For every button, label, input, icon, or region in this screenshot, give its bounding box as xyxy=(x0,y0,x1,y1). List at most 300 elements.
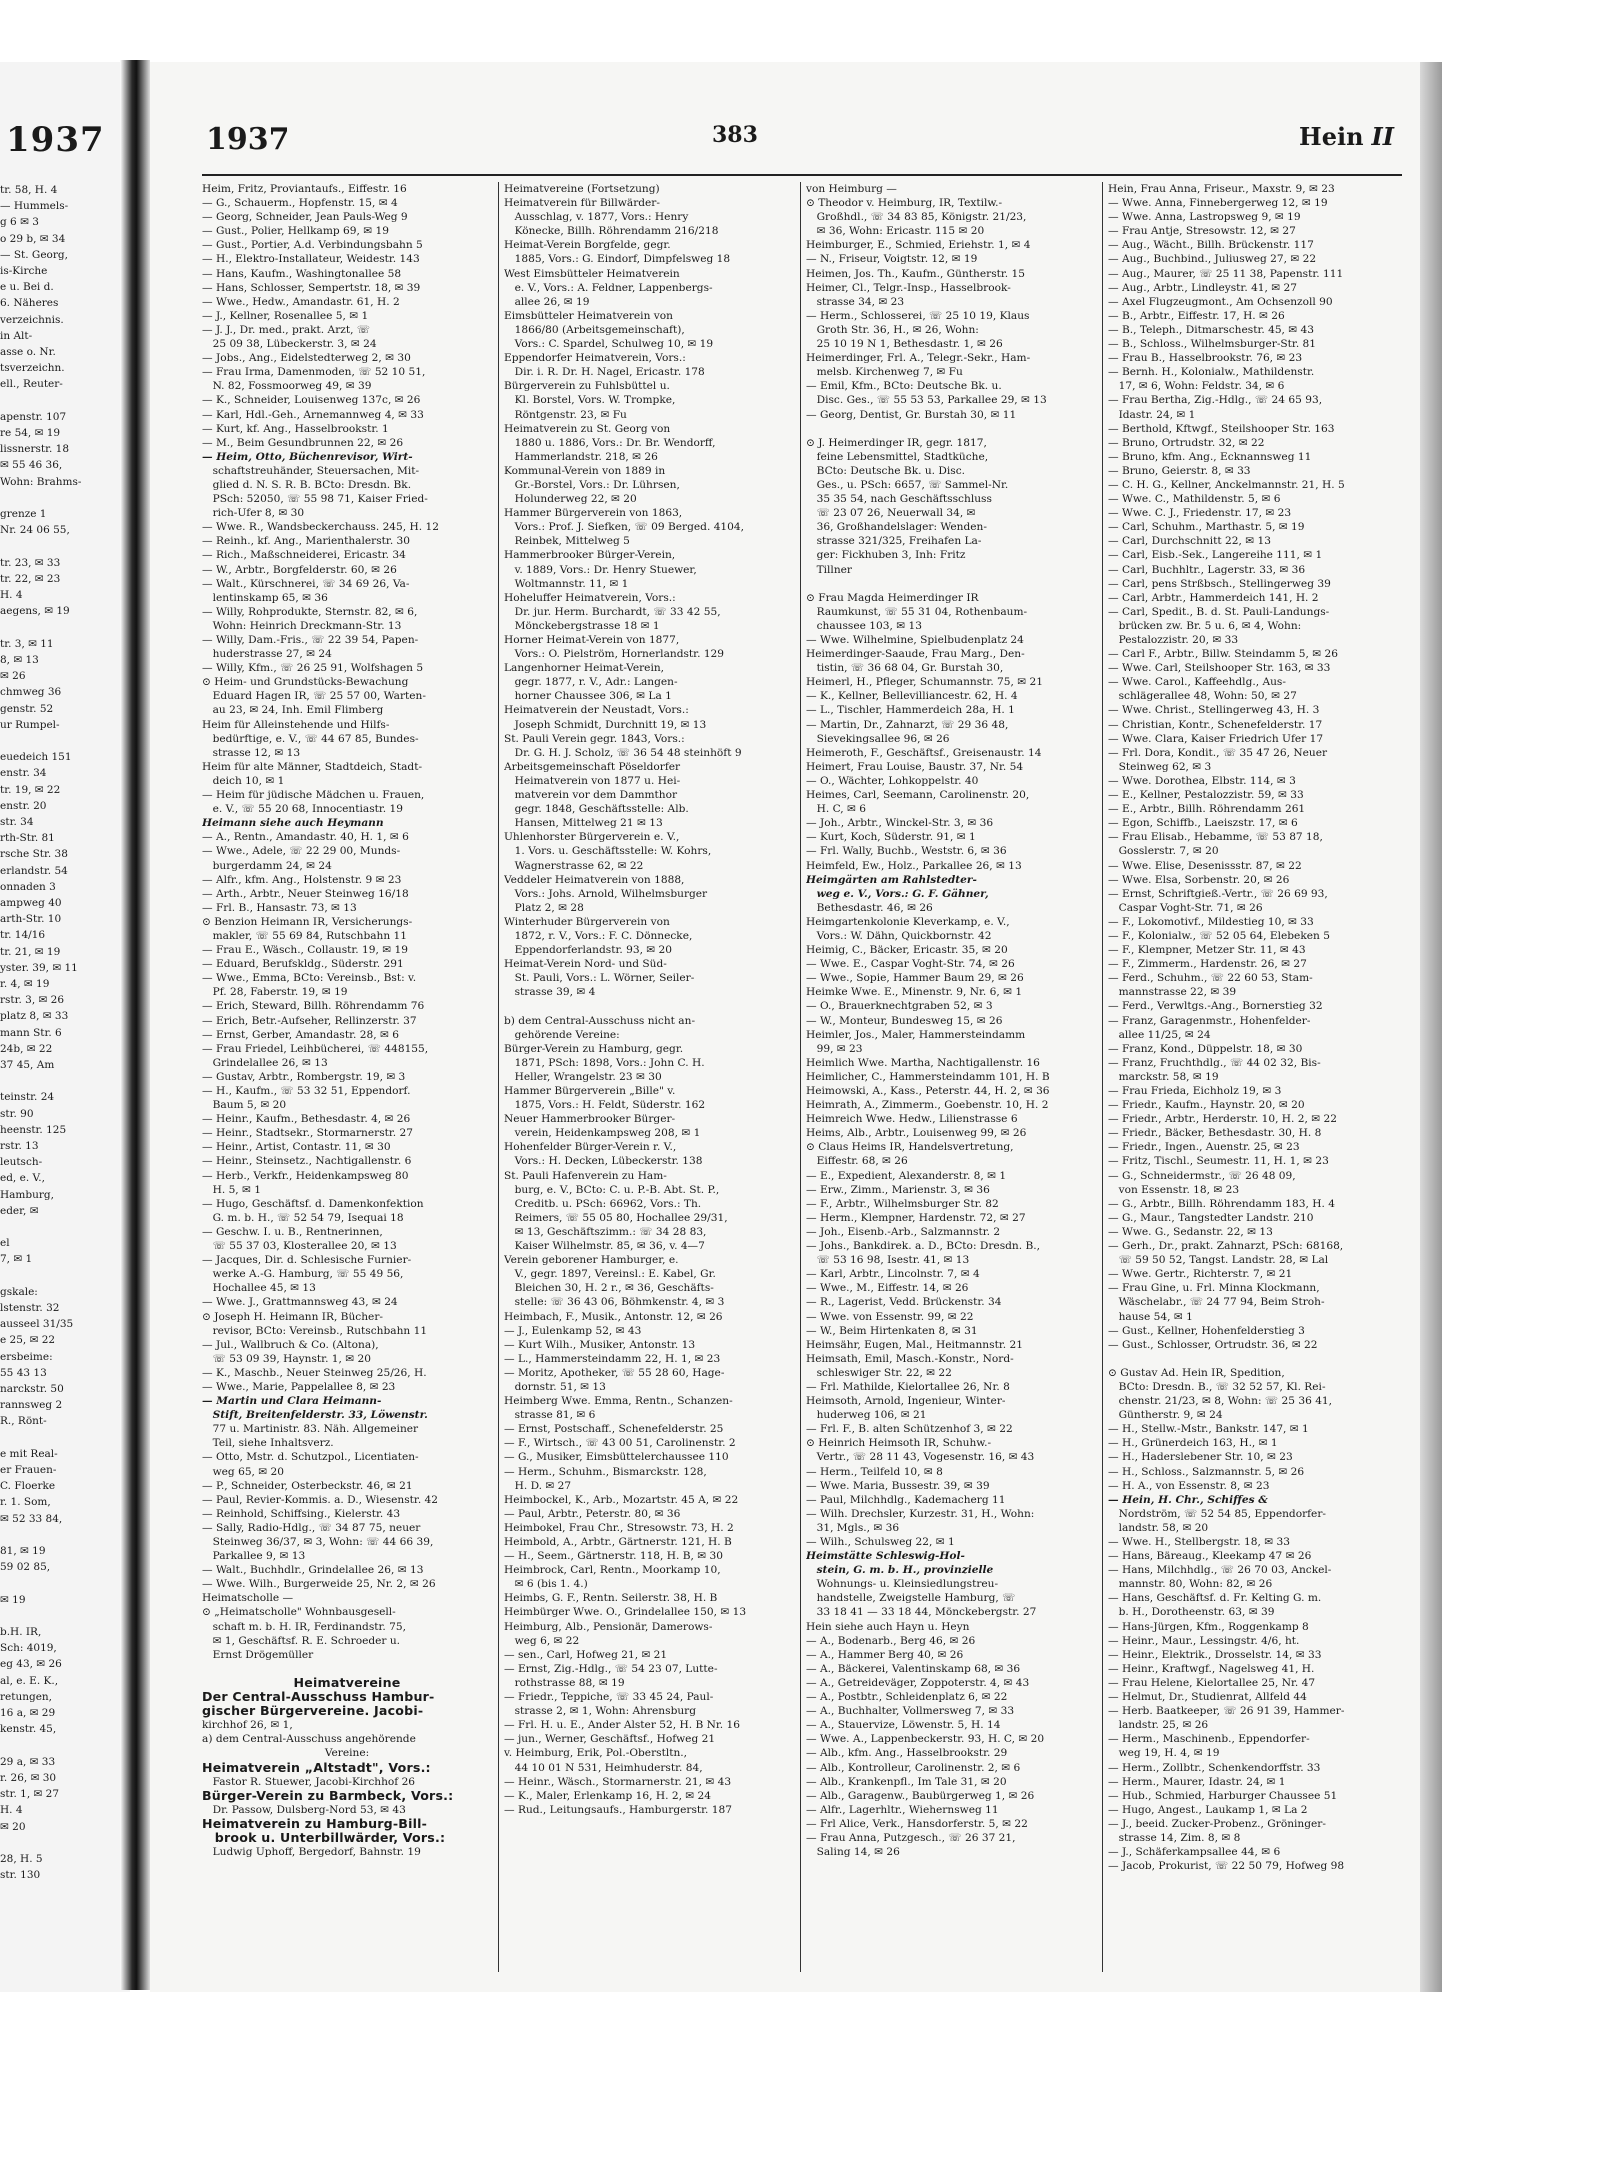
left-page-line: str. 90 xyxy=(0,1107,34,1120)
left-page-line xyxy=(0,1527,126,1543)
left-page-line xyxy=(0,1835,126,1851)
directory-entry-line: — Heinr., Stadtsekr., Stormarnerstr. 27 xyxy=(202,1127,414,1140)
directory-entry-line: — Heinr., Artist, Contastr. 11, ✉ 30 xyxy=(202,1141,391,1154)
left-page-line: grenze 1 xyxy=(0,508,47,521)
directory-entry-line: schlägerallee 48, Wohn: 50, ✉ 27 xyxy=(1108,690,1297,703)
directory-entry-line: Steinweg 36/37, ✉ 3, Wohn: ☏ 44 66 39, xyxy=(202,1536,434,1548)
left-page-line: lissnerstr. 18 xyxy=(0,443,69,456)
directory-entry-line: — Frl. F., B. alten Schützenhof 3, ✉ 22 xyxy=(806,1423,1013,1436)
directory-entry-line: Heimbockel, K., Arb., Mozartstr. 45 A, ✉ 22 xyxy=(504,1493,739,1506)
directory-entry-line: lentinskamp 65, ✉ 36 xyxy=(202,591,328,604)
directory-entry-line: Heimann siehe auch Heymann xyxy=(202,817,384,830)
directory-entry-line: Heimerl, H., Pfleger, Schumannstr. 75, ✉ 21 xyxy=(806,676,1043,689)
directory-entry-line: — Bruno, Geierstr. 8, ✉ 33 xyxy=(1108,464,1251,477)
directory-entry-line: — Alb., Garagenw., Baubürgerweg 1, ✉ 26 xyxy=(806,1789,1035,1802)
directory-entry-line: St. Pauli, Vors.: L. Wörner, Seiler- xyxy=(504,972,695,985)
directory-entry-line: Pestalozzistr. 20, ✉ 33 xyxy=(1108,634,1239,646)
directory-entry-line: 35 35 54, nach Geschäftsschluss xyxy=(806,493,992,506)
left-page-line: retungen, xyxy=(0,1690,53,1703)
left-page-line: tr. 22, ✉ 23 xyxy=(0,572,61,585)
directory-entry-line: — A., Stauervize, Löwenstr. 5, H. 14 xyxy=(806,1719,1001,1732)
directory-entry-line: stein, G. m. b. H., provinzielle xyxy=(806,1564,994,1577)
left-page-line: str. 1, ✉ 27 xyxy=(0,1788,60,1801)
left-page-line: e u. Bei d. xyxy=(0,281,54,294)
directory-entry-line: Gosslerstr. 7, ✉ 20 xyxy=(1108,845,1219,858)
directory-entry-line: 36, Großhandelslager: Wenden- xyxy=(806,521,987,534)
directory-entry-line: — Friedr., Ingen., Auenstr. 25, ✉ 23 xyxy=(1108,1141,1300,1154)
directory-entry-line: — A., Postbtr., Schleidenplatz 6, ✉ 22 xyxy=(806,1691,1008,1704)
directory-entry-line: Bleichen 30, H. 2 r., ✉ 36, Geschäfts- xyxy=(504,1282,714,1295)
left-page-line: Nr. 24 06 55, xyxy=(0,524,70,537)
directory-entry-line: 25 09 38, Lübeckerstr. 3, ✉ 24 xyxy=(202,338,377,351)
directory-entry-line: — B., Arbtr., Eiffestr. 17, H. ✉ 26 xyxy=(1108,309,1285,322)
directory-entry-line: Güntherstr. 9, ✉ 24 xyxy=(1108,1409,1223,1422)
directory-entry-line: — Wwe. Wilh., Burgerweide 25, Nr. 2, ✉ 26 xyxy=(202,1578,436,1591)
directory-entry-line: Heimatverein zu St. Georg von xyxy=(504,422,671,435)
directory-entry-line: — Kurt, kf. Ang., Hasselbrookstr. 1 xyxy=(202,422,389,435)
directory-entry-line: Veddeler Heimatverein von 1888, xyxy=(504,873,685,886)
directory-entry-line: chenstr. 21/23, ✉ 8, Wohn: ☏ 25 36 41, xyxy=(1108,1395,1333,1408)
directory-entry-line: Heimlich Wwe. Martha, Nachtigallenstr. 16 xyxy=(806,1056,1040,1069)
directory-entry-line: Heimat-Verein Nord- und Süd- xyxy=(504,958,667,971)
directory-entry-line: — Franz, Garagenmstr., Hohenfelder- xyxy=(1108,1014,1311,1027)
directory-entry-line: — Herm., Maurer, Idastr. 24, ✉ 1 xyxy=(1108,1775,1286,1788)
directory-entry-line: Heimler, Jos., Maler, Hammersteindamm xyxy=(806,1028,1026,1041)
directory-entry-line: huderstrasse 27, ✉ 24 xyxy=(202,648,332,661)
directory-entry-line: — Frl. Mathilde, Kielortallee 26, Nr. 8 xyxy=(806,1380,1010,1393)
directory-entry-line: — Martin und Clara Heimann- xyxy=(202,1395,382,1408)
directory-entry-line: Vors.: H. Decken, Lübeckerstr. 138 xyxy=(504,1155,703,1168)
directory-entry-line: Gr.-Borstel, Vors.: Dr. Lührsen, xyxy=(504,478,680,491)
directory-entry-line: — Wwe. Clara, Kaiser Friedrich Ufer 17 xyxy=(1108,732,1324,745)
directory-entry-line: BCto: Deutsche Bk. u. Disc. xyxy=(806,464,966,477)
directory-entry-line: v. 1889, Vors.: Dr. Henry Stuewer, xyxy=(504,563,697,576)
page-edge xyxy=(1420,62,1442,1992)
left-page-line: ✉ 52 33 84, xyxy=(0,1512,63,1525)
directory-entry-line: — Gustav, Arbtr., Rombergstr. 19, ✉ 3 xyxy=(202,1070,406,1083)
directory-entry-line: Kaiser Wilhelmstr. 85, ✉ 36, v. 4—7 xyxy=(504,1240,705,1253)
directory-entry-line: — Karl, Hdl.-Geh., Arnemannweg 4, ✉ 33 xyxy=(202,408,424,421)
directory-entry-line: — Hub., Schmied, Harburger Chaussee 51 xyxy=(1108,1789,1338,1802)
directory-entry-line: Wohn: Heinrich Dreckmann-Str. 13 xyxy=(202,619,402,632)
running-head xyxy=(1299,122,1394,162)
left-page-line: ersbeime: xyxy=(0,1350,53,1363)
directory-entry-line: Heimrath, A., Zimmerm., Goebenstr. 10, H. 2 xyxy=(806,1099,1049,1112)
directory-entry-line: 1885, Vors.: G. Eindorf, Dimpfelsweg 18 xyxy=(504,253,731,266)
left-page-line: 7, ✉ 1 xyxy=(0,1253,33,1266)
directory-entry-line: — O., Wächter, Lohkoppelstr. 40 xyxy=(806,774,979,787)
directory-entry-line: — H., Schloss., Salzmannstr. 5, ✉ 26 xyxy=(1108,1465,1305,1478)
directory-entry-line: — Gust., Portier, A.d. Verbindungsbahn 5 xyxy=(202,239,423,252)
directory-entry-line: Heimatverein zu Hamburg-Bill- xyxy=(202,1816,428,1831)
directory-entry-line: Heller, Wrangelstr. 23 ✉ 30 xyxy=(504,1070,662,1083)
directory-entry-line: — Alb., Kontrolleur, Carolinenstr. 2, ✉ 6 xyxy=(806,1761,1021,1774)
left-page-line: aegens, ✉ 19 xyxy=(0,605,70,618)
left-page-line: 6. Näheres xyxy=(0,297,59,310)
directory-entry-line: — Moritz, Apotheker, ☏ 55 28 60, Hage- xyxy=(504,1366,725,1379)
directory-entry-line: — Erich, Steward, Billh. Röhrendamm 76 xyxy=(202,1000,425,1013)
directory-entry-line: — F., Wirtsch., ☏ 43 00 51, Carolinenstr. 2 xyxy=(504,1437,736,1450)
directory-entry-line: — Herb., Verkfr., Heidenkampsweg 80 xyxy=(202,1169,409,1182)
directory-entry-line: ⊙ Gustav Ad. Hein IR, Spedition, xyxy=(1108,1366,1285,1379)
directory-entry-line: — B., Schloss., Wilhelmsburger-Str. 81 xyxy=(1108,338,1317,351)
directory-entry-line: — Alb., Krankenpfl., Im Tale 31, ✉ 20 xyxy=(806,1775,1007,1788)
directory-entry-line: West Eimsbütteler Heimatverein xyxy=(504,267,680,280)
directory-entry-line: Vertr., ☏ 28 11 43, Vogesenstr. 16, ✉ 43 xyxy=(806,1451,1035,1464)
directory-entry-line: Hohenfelder Bürger-Verein r. V., xyxy=(504,1141,677,1154)
left-page-line: 37 45, Am xyxy=(0,1058,55,1071)
directory-entry-line: b. H., Dorotheenstr. 63, ✉ 39 xyxy=(1108,1606,1275,1619)
directory-entry-line: — Jacques, Dir. d. Schlesische Furnier- xyxy=(202,1254,412,1267)
directory-entry-line: — H. A., von Essenstr. 8, ✉ 23 xyxy=(1108,1479,1270,1492)
left-page-line: e mit Real- xyxy=(0,1447,58,1460)
directory-entry-line: rothstrasse 88, ✉ 19 xyxy=(504,1676,625,1689)
left-page-line: 16 a, ✉ 29 xyxy=(0,1707,56,1720)
directory-entry-line: — Christian, Kontr., Schenefelderstr. 17 xyxy=(1108,718,1323,731)
left-page-line: rstr. 13 xyxy=(0,1139,39,1152)
directory-entry-line: — Paul, Milchhdlg., Kademacherg 11 xyxy=(806,1493,1006,1506)
directory-entry-line: H. C, ✉ 6 xyxy=(806,803,867,816)
directory-entry-line: Dr. G. H. J. Scholz, ☏ 36 54 48 steinhöft 9 xyxy=(504,746,742,759)
left-page-line: C. Floerke xyxy=(0,1480,56,1493)
directory-entry-line: — Hugo, Geschäftsf. d. Damenkonfektion xyxy=(202,1197,424,1210)
directory-entry-line: — Aug., Arbtr., Lindleystr. 41, ✉ 27 xyxy=(1108,281,1298,294)
directory-entry-line: — N., Friseur, Voigtstr. 12, ✉ 19 xyxy=(806,253,978,266)
directory-entry-line: Vors.: W. Dähn, Quickbornstr. 42 xyxy=(806,929,992,942)
directory-entry-line: — Wwe. E., Caspar Voght-Str. 74, ✉ 26 xyxy=(806,958,1015,971)
directory-entry-line: Creditb. u. PSch: 66962, Vors.: Th. xyxy=(504,1197,702,1210)
directory-entry-line: Heims, Alb., Arbtr., Louisenweg 99, ✉ 26 xyxy=(806,1127,1027,1140)
left-page-line: tr. 14/16 xyxy=(0,929,46,942)
left-page-line: Hamburg, xyxy=(0,1188,54,1201)
directory-entry-line: — W., Beim Hirtenkaten 8, ✉ 31 xyxy=(806,1324,978,1337)
directory-entry-line: ⊙ Frau Magda Heimerdinger IR xyxy=(806,591,979,604)
left-page-line xyxy=(0,733,126,749)
directory-entry-line: Teil, siehe Inhaltsverz. xyxy=(202,1437,334,1450)
left-page-line: verzeichnis. xyxy=(0,313,64,326)
directory-entry-line: ⊙ Heim- und Grundstücks-Bewachung xyxy=(202,676,409,689)
directory-entry-line: — Erich, Betr.-Aufseher, Rellinzerstr. 37 xyxy=(202,1014,417,1027)
directory-entry-line: — W., Arbtr., Borgfelderstr. 60, ✉ 26 xyxy=(202,563,397,576)
directory-entry-line: 99, ✉ 23 xyxy=(806,1042,863,1055)
directory-entry-line: — Paul, Arbtr., Peterstr. 80, ✉ 36 xyxy=(504,1507,681,1520)
directory-entry-line: — F., Lokomotivf., Mildestieg 10, ✉ 33 xyxy=(1108,915,1314,928)
directory-entry-line: — Willy, Kfm., ☏ 26 25 91, Wolfshagen 5 xyxy=(202,662,424,675)
directory-entry-line: — G., Schneidermstr., ☏ 26 48 09, xyxy=(1108,1169,1296,1182)
left-page-line: o 29 b, ✉ 34 xyxy=(0,232,66,245)
directory-entry-line: — Wwe. Dorothea, Elbstr. 114, ✉ 3 xyxy=(1108,774,1296,787)
directory-entry-line: au 23, ✉ 24, Inh. Emil Flimberg xyxy=(202,704,384,717)
directory-entry-line: ✉ 36, Wohn: Ericastr. 115 ✉ 20 xyxy=(806,225,985,238)
left-page-line xyxy=(0,1073,126,1089)
directory-entry-line: PSch: 52050, ☏ 55 98 71, Kaiser Fried- xyxy=(202,493,428,506)
left-page-line: 28, H. 5 xyxy=(0,1852,43,1865)
directory-entry-line: hause 54, ✉ 1 xyxy=(1108,1310,1193,1323)
directory-entry-line: — Berthold, Kftwgf., Steilshooper Str. 163 xyxy=(1108,422,1335,435)
directory-entry-line: strasse 81, ✉ 6 xyxy=(504,1409,596,1422)
directory-entry-line: — Ernst, Gerber, Amandastr. 28, ✉ 6 xyxy=(202,1028,399,1041)
directory-entry-line: Langenhorner Heimat-Verein, xyxy=(504,662,665,675)
directory-entry-line: brook u. Unterbillwärder, Vors.: xyxy=(202,1830,446,1845)
directory-entry-line: Ernst Drögemüller xyxy=(202,1648,314,1661)
directory-entry-line: Heimer, Cl., Telgr.-Insp., Hasselbrook- xyxy=(806,281,1011,294)
left-page-line: in Alt- xyxy=(0,329,33,342)
directory-entry-line: — Frl. Dora, Kondit., ☏ 35 47 26, Neuer xyxy=(1108,746,1328,759)
directory-entry-line: Ges., u. PSch: 6657, ☏ Sammel-Nr. xyxy=(806,478,1009,491)
directory-entry-line: — Wwe. Wilhelmine, Spielbudenplatz 24 xyxy=(806,634,1024,646)
directory-entry-line: Heimatverein „Altstadt", Vors.: xyxy=(202,1760,431,1775)
left-page-line xyxy=(0,1575,126,1591)
directory-entry-line: — Herb. Baatkeeper, ☏ 26 91 39, Hammer- xyxy=(1108,1705,1345,1718)
left-page-line: 29 a, ✉ 33 xyxy=(0,1755,56,1768)
directory-entry-line: — Heinr., Steinsetz., Nachtigallenstr. 6 xyxy=(202,1155,412,1168)
directory-entry-line: — J., Eulenkamp 52, ✉ 43 xyxy=(504,1324,642,1337)
directory-entry-line: ⊙ Benzion Heimann IR, Versicherungs- xyxy=(202,915,413,928)
directory-entry-line: Heimbrock, Carl, Rentn., Moorkamp 10, xyxy=(504,1564,721,1577)
directory-entry-line: — Hans, Milchhdlg., ☏ 26 70 03, Anckel- xyxy=(1108,1564,1332,1577)
directory-entry-line: — Ernst, Zig.-Hdlg., ☏ 54 23 07, Lutte- xyxy=(504,1662,718,1675)
directory-entry-line: Eppendorferlandstr. 93, ✉ 20 xyxy=(504,944,673,957)
directory-entry-line: — Hans, Bäreaug., Kleekamp 47 ✉ 26 xyxy=(1108,1550,1312,1563)
directory-entry-line: — Otto, Mstr. d. Schutzpol., Licentiaten- xyxy=(202,1451,419,1464)
directory-entry-line: — Wwe. Anna, Finnebergerweg 12, ✉ 19 xyxy=(1108,197,1328,210)
directory-entry-line: 44 10 01 N 531, Heimhuderstr. 84, xyxy=(504,1761,703,1774)
directory-entry-line: — Wwe., M., Eiffestr. 14, ✉ 26 xyxy=(806,1282,969,1295)
directory-entry-line: — Friedr., Teppiche, ☏ 33 45 24, Paul- xyxy=(504,1691,714,1704)
directory-entry-line: Dir. i. R. Dr. H. Nagel, Ericastr. 178 xyxy=(504,366,705,379)
left-page-line: enstr. 20 xyxy=(0,799,47,812)
directory-entry-line: dornstr. 51, ✉ 13 xyxy=(504,1380,606,1393)
directory-entry-line: — A., Buchhalter, Vollmersweg 7, ✉ 33 xyxy=(806,1705,1015,1718)
directory-entry-line: werke A.-G. Hamburg, ☏ 55 49 56, xyxy=(202,1268,404,1281)
directory-page xyxy=(150,62,1420,1992)
directory-entry-line: — H., Elektro-Installateur, Weidestr. 143 xyxy=(202,253,420,266)
directory-entry-line: — Herm., Teilfeld 10, ✉ 8 xyxy=(806,1465,943,1478)
left-page-line: erlandstr. 54 xyxy=(0,864,68,877)
left-page-line: rsche Str. 38 xyxy=(0,848,68,861)
directory-entry-line: burgerdamm 24, ✉ 24 xyxy=(202,859,332,872)
directory-entry-line: — Alfr., kfm. Ang., Holstenstr. 9 ✉ 23 xyxy=(202,873,402,886)
left-page-line: tr. 58, H. 4 xyxy=(0,184,58,196)
directory-entry-line: Heimsähr, Eugen, Mal., Heitmannstr. 21 xyxy=(806,1338,1023,1351)
directory-entry-line: — H., Kaufm., ☏ 53 32 51, Eppendorf. xyxy=(202,1085,411,1097)
directory-entry-line: — A., Hammer Berg 40, ✉ 26 xyxy=(806,1648,964,1661)
directory-entry-line: Heimsoth, Arnold, Ingenieur, Winter- xyxy=(806,1395,1006,1408)
directory-entry-line: — Carl, Schuhm., Marthastr. 5, ✉ 19 xyxy=(1108,521,1305,534)
directory-entry-line: — Gerh., Dr., prakt. Zahnarzt, PSch: 68168, xyxy=(1108,1240,1344,1253)
directory-entry-line: schaftstreuhänder, Steuersachen, Mit- xyxy=(202,464,420,477)
left-page-line xyxy=(0,490,126,506)
directory-entry-line: Idastr. 24, ✉ 1 xyxy=(1108,408,1196,421)
directory-entry-line: ger: Fickhuben 3, Inh: Fritz xyxy=(806,549,966,562)
directory-entry-line: Heimes, Carl, Seemann, Carolinenstr. 20, xyxy=(806,789,1030,802)
directory-entry-line: — P., Schneider, Osterbeckstr. 46, ✉ 21 xyxy=(202,1479,413,1492)
directory-entry-line: Vors.: O. Pielström, Hornerlandstr. 129 xyxy=(504,648,725,661)
directory-entry-line: Der Central-Ausschuss Hambur- xyxy=(202,1690,435,1705)
directory-entry-line: — Gust., Schlosser, Ortrudstr. 36, ✉ 22 xyxy=(1108,1338,1318,1351)
directory-entry-line: — E., Kellner, Pestalozzistr. 59, ✉ 33 xyxy=(1108,789,1304,802)
directory-entry-line: Baum 5, ✉ 20 xyxy=(202,1099,287,1112)
directory-entry-line: — Frau E., Wäsch., Collaustr. 19, ✉ 19 xyxy=(202,944,408,957)
directory-entry-line: schaft m. b. H. IR, Ferdinandstr. 75, xyxy=(202,1620,407,1633)
directory-entry-line: — Herm., Schlosserei, ☏ 25 10 19, Klaus xyxy=(806,309,1030,322)
directory-entry-line: 1875, Vors.: H. Feldt, Süderstr. 162 xyxy=(504,1099,706,1112)
left-page-line: heenstr. 125 xyxy=(0,1123,67,1136)
left-page-line: apenstr. 107 xyxy=(0,410,67,423)
directory-entry-line: — Wwe., Sopie, Hammer Baum 29, ✉ 26 xyxy=(806,972,1024,985)
directory-entry-line: v. Heimburg, Erik, Pol.-Oberstltn., xyxy=(504,1747,688,1760)
directory-entry-line: — Frau Anna, Putzgesch., ☏ 26 37 21, xyxy=(806,1831,1016,1844)
left-page-line: arth-Str. 10 xyxy=(0,913,62,926)
directory-entry-line: — Carl, Arbtr., Hammerdeich 141, H. 2 xyxy=(1108,591,1319,604)
directory-entry-line: Stift, Breitenfelderstr. 33, Löwenstr. xyxy=(202,1409,428,1422)
directory-entry-line: — Johs., Bankdirek. a. D., BCto: Dresdn. B., xyxy=(806,1240,1040,1253)
directory-entry-line: — Wwe. Anna, Lastropsweg 9, ✉ 19 xyxy=(1108,211,1301,224)
directory-entry-line: — J., Kellner, Rosenallee 5, ✉ 1 xyxy=(202,309,369,322)
left-page-line: narckstr. 50 xyxy=(0,1383,64,1396)
left-page-line: ✉ 20 xyxy=(0,1820,26,1833)
directory-entry-line: — K., Maschb., Neuer Steinweg 25/26, H. xyxy=(202,1366,427,1379)
directory-entry-line: — Carl, Durchschnitt 22, ✉ 13 xyxy=(1108,535,1271,548)
directory-entry-line: — O., Brauerknechtgraben 52, ✉ 3 xyxy=(806,1000,993,1013)
directory-entry-line: Tillner xyxy=(806,563,852,576)
directory-entry-line: — W., Monteur, Bundesweg 15, ✉ 26 xyxy=(806,1014,1003,1027)
directory-entry-line: von Essenstr. 18, ✉ 23 xyxy=(1108,1183,1240,1196)
directory-entry-line: — J., Schäferkampsallee 44, ✉ 6 xyxy=(1108,1846,1281,1859)
left-page-line: platz 8, ✉ 33 xyxy=(0,1010,69,1023)
directory-entry-line: — Frl. B., Hansastr. 73, ✉ 13 xyxy=(202,901,357,914)
left-page-line: rannsweg 2 xyxy=(0,1399,63,1412)
directory-entry-line: — Wwe. R., Wandsbeckerchauss. 245, H. 12 xyxy=(202,521,439,534)
directory-entry-line: — Wwe. Carol., Kaffeehdlg., Aus- xyxy=(1108,676,1286,689)
directory-entry-line: — Herm., Maschinenb., Eppendorfer- xyxy=(1108,1733,1310,1746)
left-page-line: 55 43 13 xyxy=(0,1366,47,1379)
column-divider-2 xyxy=(800,182,801,1972)
directory-entry-line: — Arth., Arbtr., Neuer Steinweg 16/18 xyxy=(202,887,409,900)
left-page-line: eg 43, ✉ 26 xyxy=(0,1658,62,1671)
directory-entry-line: — Heinr., Kaufm., Bethesdastr. 4, ✉ 26 xyxy=(202,1113,411,1126)
directory-entry-line: — Heinr., Wäsch., Stormarnerstr. 21, ✉ 43 xyxy=(504,1775,732,1788)
directory-entry-line: — Bruno, Ortrudstr. 32, ✉ 22 xyxy=(1108,436,1265,449)
directory-entry-line: chaussee 103, ✉ 13 xyxy=(806,619,922,632)
left-page-line: — Hummels- xyxy=(0,200,69,213)
directory-entry-line xyxy=(806,422,1096,436)
left-page-line: b.H. IR, xyxy=(0,1626,42,1639)
directory-entry-line: — C. H. G., Kellner, Anckelmannstr. 21, H. 5 xyxy=(1108,478,1345,491)
directory-entry-line: Heimatvereine (Fortsetzung) xyxy=(504,183,660,195)
directory-entry-line: — Wwe. C., Mathildenstr. 5, ✉ 6 xyxy=(1108,493,1281,506)
directory-entry-line: Bürger-Verein zu Hamburg, gegr. xyxy=(504,1042,684,1055)
running-head-name: Hein xyxy=(1299,122,1364,151)
directory-entry-line: Mönckebergstrasse 18 ✉ 1 xyxy=(504,619,660,632)
directory-entry-line: — E., Arbtr., Billh. Röhrendamm 261 xyxy=(1108,803,1306,816)
directory-entry-line: ✉ 13, Geschäftszimm.: ☏ 34 28 83, xyxy=(504,1225,707,1238)
left-page-line: kenstr. 45, xyxy=(0,1723,57,1736)
directory-entry-line: rich-Ufer 8, ✉ 30 xyxy=(202,507,305,520)
left-page-line xyxy=(0,538,126,554)
directory-entry-line: Kl. Borstel, Vors. W. Trompke, xyxy=(504,394,676,407)
directory-entry-line: — Willy, Rohprodukte, Sternstr. 82, ✉ 6, xyxy=(202,605,418,618)
left-page-line: str. 34 xyxy=(0,815,34,828)
directory-entry-line: ⊙ Heinrich Heimsoth IR, Schuhw.- xyxy=(806,1437,992,1450)
directory-entry-line: — A., Getreideväger, Zoppoterstr. 4, ✉ 43 xyxy=(806,1676,1030,1689)
directory-entry-line: — Geschw. I. u. B., Rentnerinnen, xyxy=(202,1225,383,1238)
directory-entry-line: Uhlenhorster Bürgerverein e. V., xyxy=(504,831,680,844)
directory-entry-line: — H., Haderslebener Str. 10, ✉ 23 xyxy=(1108,1451,1293,1464)
directory-entry-line: — Bruno, kfm. Ang., Ecknannsweg 11 xyxy=(1108,450,1312,463)
directory-entry-line: Bürger-Verein zu Barmbeck, Vors.: xyxy=(202,1788,454,1803)
directory-entry-line: e. V., ☏ 55 20 68, Innocentiastr. 19 xyxy=(202,803,404,816)
directory-entry-line: — Frau Bertha, Zig.-Hdlg., ☏ 24 65 93, xyxy=(1108,394,1323,407)
directory-entry-line: landstr. 25, ✉ 26 xyxy=(1108,1719,1209,1732)
directory-entry-line: Dr. Passow, Dulsberg-Nord 53, ✉ 43 xyxy=(202,1803,406,1816)
directory-entry-line: — G., Schauerm., Hopfenstr. 15, ✉ 4 xyxy=(202,197,398,210)
left-page-line: re 54, ✉ 19 xyxy=(0,427,61,440)
directory-entry-line: — Friedr., Bäcker, Bethesdastr. 30, H. 8 xyxy=(1108,1127,1322,1140)
directory-entry-line: St. Pauli Verein gegr. 1843, Vors.: xyxy=(504,732,685,745)
directory-entry-line: — Kurt, Koch, Süderstr. 91, ✉ 1 xyxy=(806,831,976,844)
directory-entry-line: — Alfr., Lagerhltr., Wiehernsweg 11 xyxy=(806,1803,999,1816)
directory-entry-line: — Rich., Maßschneiderei, Ericastr. 34 xyxy=(202,549,406,562)
left-page-line: tr. 19, ✉ 22 xyxy=(0,783,61,796)
directory-entry-line: — Jacob, Prokurist, ☏ 22 50 79, Hofweg 98 xyxy=(1108,1860,1345,1873)
directory-entry-line: — Ferd., Verwltgs.-Ang., Bornerstieg 32 xyxy=(1108,1000,1323,1013)
directory-entry-line: Heimsath, Emil, Masch.-Konstr., Nord- xyxy=(806,1352,1014,1365)
directory-entry-line: Heimerdinger-Saaude, Frau Marg., Den- xyxy=(806,648,1025,661)
directory-entry-line: Caspar Voght-Str. 71, ✉ 26 xyxy=(1108,901,1263,914)
directory-entry-line: — L., Hammersteindamm 22, H. 1, ✉ 23 xyxy=(504,1352,721,1365)
directory-entry-line: Vors.: Johs. Arnold, Wilhelmsburger xyxy=(504,887,708,900)
directory-entry-line: allee 11/25, ✉ 24 xyxy=(1108,1028,1211,1041)
directory-entry-line: marckstr. 58, ✉ 19 xyxy=(1108,1070,1219,1083)
directory-entry-line: Hein siehe auch Hayn u. Heyn xyxy=(806,1620,970,1633)
left-page-line: Sch: 4019, xyxy=(0,1642,57,1655)
directory-entry-line: — Frau Gine, u. Frl. Minna Klockmann, xyxy=(1108,1282,1320,1295)
directory-entry-line: — Wwe., Emma, BCto: Vereinsb., Bst: v. xyxy=(202,972,417,985)
directory-entry-line: strasse 2, ✉ 1, Wohn: Ahrensburg xyxy=(504,1705,697,1718)
left-page-line: teinstr. 24 xyxy=(0,1091,55,1104)
column-divider-1 xyxy=(498,182,499,1972)
directory-entry-line: horner Chaussee 306, ✉ La 1 xyxy=(504,690,672,703)
directory-entry-line: — Heinr., Elektrik., Drosselstr. 14, ✉ 33 xyxy=(1108,1648,1322,1661)
directory-entry-line: — Ernst, Schriftgieß.-Vertr., ☏ 26 69 93, xyxy=(1108,887,1328,900)
directory-entry-line: strasse 321/325, Freihafen La- xyxy=(806,535,982,548)
directory-entry-line: Könecke, Billh. Röhrendamm 216/218 xyxy=(504,225,719,238)
left-page-line xyxy=(0,1219,126,1235)
directory-entry-line: — F., Kolonialw., ☏ 52 05 64, Elebeken 5 xyxy=(1108,929,1330,942)
directory-entry-line: e. V., Vors.: A. Feldner, Lappenbergs- xyxy=(504,281,713,294)
directory-entry-line: — Friedr., Arbtr., Herderstr. 10, H. 2, ✉ 22 xyxy=(1108,1113,1337,1126)
directory-entry-line: Verein geborener Hamburger, e. xyxy=(504,1254,679,1267)
directory-entry-line: ☏ 55 37 03, Klosterallee 20, ✉ 13 xyxy=(202,1240,397,1253)
directory-entry-line: Heimbs, G. F., Rentn. Seilerstr. 38, H. B xyxy=(504,1592,718,1605)
directory-entry-line: — Fritz, Tischl., Seumestr. 11, H. 1, ✉ 23 xyxy=(1108,1155,1329,1168)
left-page-line: eder, ✉ xyxy=(0,1204,39,1217)
directory-entry-line: Eppendorfer Heimatverein, Vors.: xyxy=(504,352,686,365)
directory-entry-line: Vors.: C. Spardel, Schulweg 10, ✉ 19 xyxy=(504,338,714,351)
left-page-line xyxy=(0,1430,126,1446)
left-page-line: ur Rumpel- xyxy=(0,718,60,731)
left-page-line: 81, ✉ 19 xyxy=(0,1545,46,1558)
directory-entry-line: Heimke Wwe. E., Minenstr. 9, Nr. 6, ✉ 1 xyxy=(806,986,1023,999)
left-page-line: enstr. 34 xyxy=(0,767,47,780)
directory-entry-line: revisor, BCto: Vereinsb., Rutschbahn 11 xyxy=(202,1324,428,1337)
directory-entry-line: weg 65, ✉ 20 xyxy=(202,1465,285,1478)
directory-entry-line: — L., Tischler, Hammerdeich 28a, H. 1 xyxy=(806,704,1015,717)
left-page-line: mann Str. 6 xyxy=(0,1026,62,1039)
directory-entry-line: a) dem Central-Ausschuss angehörende xyxy=(202,1733,416,1746)
directory-entry-line: Heimig, C., Bäcker, Ericastr. 35, ✉ 20 xyxy=(806,944,1008,957)
